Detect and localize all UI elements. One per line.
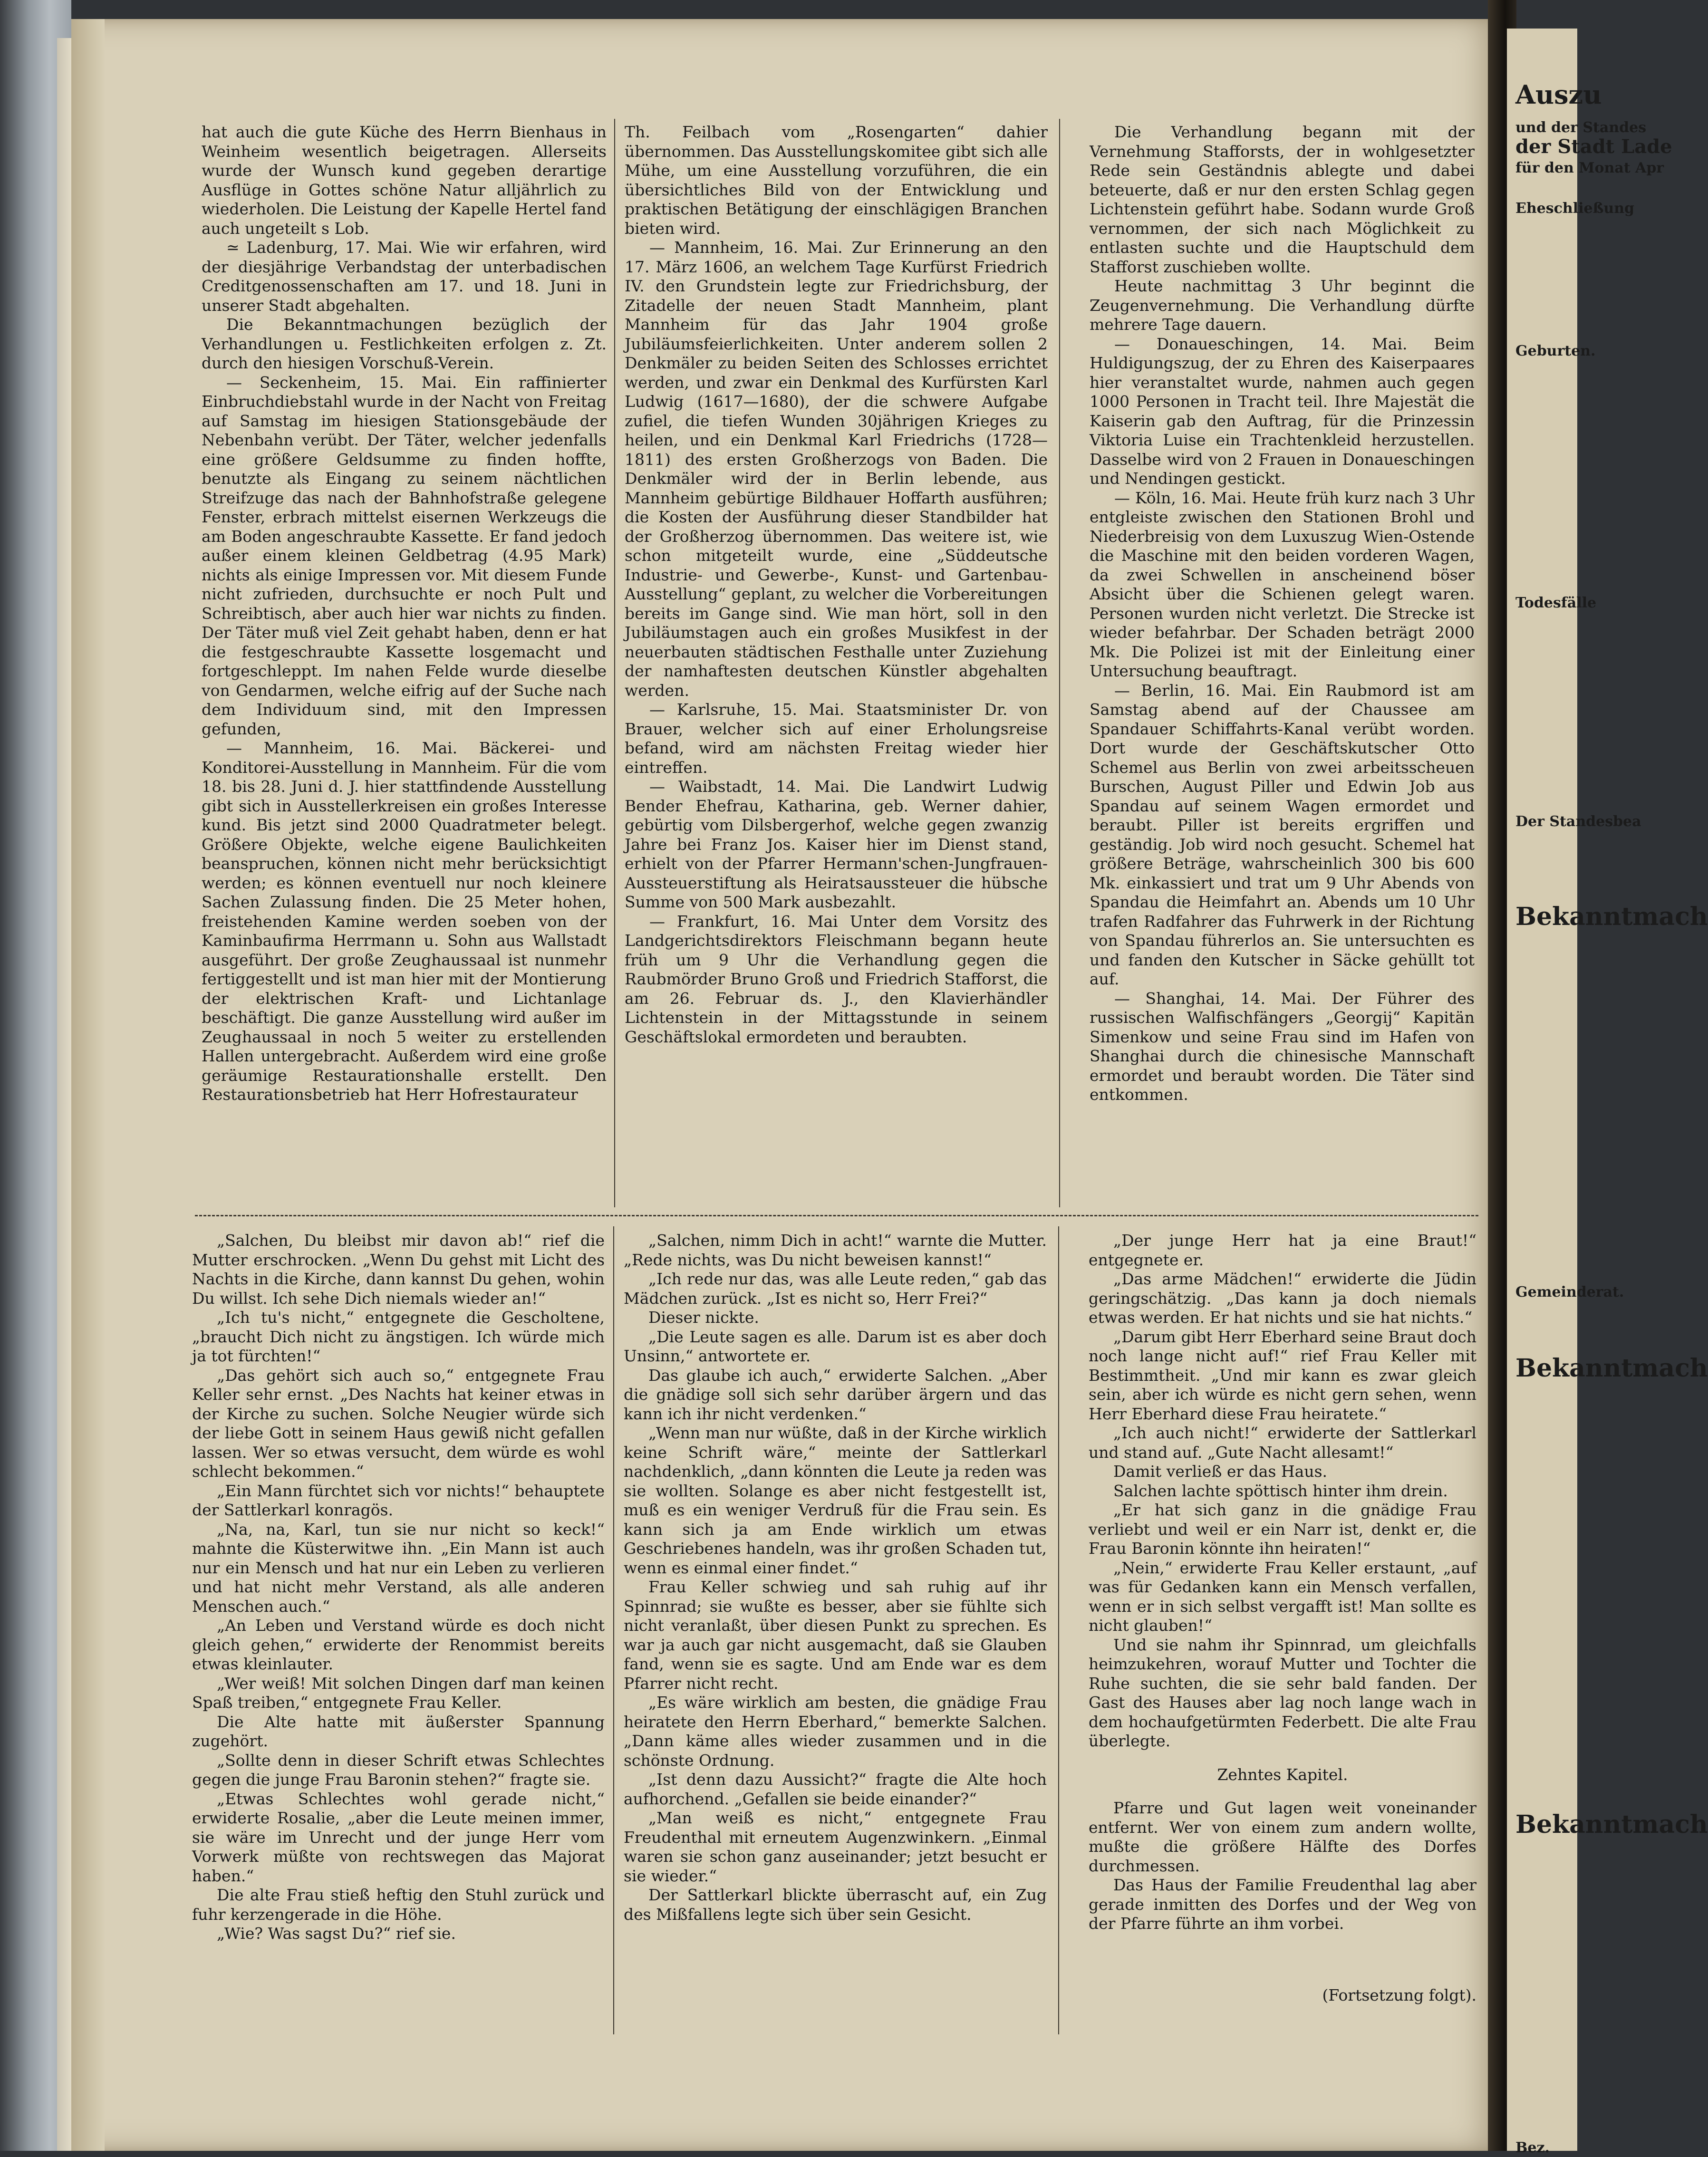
paragraph: — Shanghai, 14. Mai. Der Führer des russischen Walfischfängers „Georgij“ Kapitän Simenkow und seine Frau sind im Hafen von Shanghai durch die chinesische Mannschaft ermordet und beraubt worden. Die Täter sind entkommen. xyxy=(1090,989,1475,1104)
column-3 xyxy=(1090,123,1475,1105)
paragraph: „Na, na, Karl, tun sie nur nicht so keck!“ mahnte die Küsterwitwe ihn. „Ein Mann ist auch nur ein Mensch und hat nur ein Leben zu verlieren und hat nicht mehr Verstand, als alle anderen Menschen auch.“ xyxy=(192,1520,605,1616)
paragraph: „Ich tu's nicht,“ entgegnete die Gescholtene, „braucht Dich nicht zu ängstigen. Ich würde mich ja tot fürchten!“ xyxy=(192,1308,605,1365)
adjacent-line: Gemeinderat. xyxy=(1515,1284,1624,1300)
paragraph: hat auch die gute Küche des Herrn Bienhaus in Weinheim wesentlich beigetragen. Allerseits wurde der Wunsch kund gegeben derartige Ausflüge in Gottes schöne Natur alljährlich zu wiederholen. Die Leistung der Kapelle Hertel fand auch ungeteilt s Lob. xyxy=(202,123,607,238)
paragraph: — Köln, 16. Mai. Heute früh kurz nach 3 Uhr entgleiste zwischen den Stationen Brohl und Niederbreisig von dem Luxuszug Wien-Ostende die Maschine mit den beiden vorderen Wagen, da zwei Schwellen in anscheinend böser Absicht über die Schienen gelegt waren. Personen wurden nicht verletzt. Die Strecke ist wieder befahrbar. Der Schaden beträgt 2000 Mk. Die Polizei ist mit der Einleitung einer Untersuchung beauftragt. xyxy=(1090,488,1475,680)
paragraph: „An Leben und Verstand würde es doch nicht gleich gehen,“ erwiderte der Renommist bereits etwas kleinlauter. xyxy=(192,1616,605,1673)
paragraph: Th. Feilbach vom „Rosengarten“ dahier übernommen. Das Ausstellungskomitee gibt sich alle Mühe, um eine Ausstellung vorzuführen, die ein übersichtliches Bild von der Entwicklung und praktischen Betätigung der einschlägigen Branchen bieten wird. xyxy=(625,123,1048,238)
paragraph: Das Haus der Familie Freudenthal lag aber gerade inmitten des Dorfes und der Weg von der Pfarre führte an ihm vorbei. xyxy=(1089,1876,1476,1933)
paragraph: „Etwas Schlechtes wohl gerade nicht,“ erwiderte Rosalie, „aber die Leute meinen immer, sie wäre im Unrecht und der junge Herr vom Vorwerk müßte von rechtswegen das Majorat haben.“ xyxy=(192,1789,605,1885)
paragraph: Salchen lachte spöttisch hinter ihm drein. xyxy=(1113,1481,1448,1500)
paragraph: „Wer weiß! Mit solchen Dingen darf man keinen Spaß treiben,“ entgegnete Frau Keller. xyxy=(192,1674,605,1712)
adjacent-heading: Bekanntmach xyxy=(1515,902,1708,931)
paragraph: „Die Leute sagen es alle. Darum ist es aber doch Unsinn,“ antwortete er. xyxy=(624,1327,1047,1365)
paragraph: Die Bekanntmachungen bezüglich der Verhandlungen u. Festlichkeiten erfolgen z. Zt. durch den hiesigen Vorschuß-Verein. xyxy=(202,315,607,372)
paragraph: Die Verhandlung begann mit der Vernehmung Stafforsts, der in wohlgesetzter Rede sein Geständnis ablegte und dabei beteuerte, daß er nur den ersten Schlag gegen Lichtenstein geführt habe. Sodann wurde Groß vernommen, der sich nach Möglichkeit zu entlasten suchte und die Hauptschuld dem Stafforst zuschieben wollte. xyxy=(1090,123,1475,276)
paragraph: Die Alte hatte mit äußerster Spannung zugehört. xyxy=(192,1712,605,1750)
paragraph: — Seckenheim, 15. Mai. Ein raffinierter Einbruchdiebstahl wurde in der Nacht von Freitag auf Samstag im hiesigen Stationsgebäude der Nebenbahn verübt. Der Täter, welcher jedenfalls eine größere Geldsumme zu finden hoffte, benutzte als Eingang zu seinem nächtlichen Streifzuge das nach der Bahnhofstraße gelegene Fenster, erbrach mittelst eisernen Werkzeugs die am Boden angeschraubte Kassette. Er fand jedoch außer einem kleinen Geldbetrag (4.95 Mark) nichts als einige Impressen vor. Mit diesem Funde nicht zufrieden, durchsuchte er noch Pult und Schreibtisch, aber auch hier war nichts zu finden. Der Täter muß viel Zeit gehabt haben, denn er hat die festgeschraubte Kassette losgemacht und fortgeschleppt. Im nahen Felde wurde dieselbe von Gendarmen, welche eifrig auf der Suche nach dem Individuum sind, mit den Impressen gefunden, xyxy=(202,373,607,738)
paragraph: Das glaube ich auch,“ erwiderte Salchen. „Aber die gnädige soll sich sehr darüber ärgern und das kann ich ihr nicht verdenken.“ xyxy=(624,1366,1047,1423)
paragraph: „Ist denn dazu Aussicht?“ fragte die Alte hoch aufhorchend. „Gefallen sie beide einander?“ xyxy=(624,1770,1047,1808)
feuilleton-column-2 xyxy=(624,1231,1047,1924)
paragraph: „Wenn man nur wüßte, daß in der Kirche wirklich keine Schrift wäre,“ meinte der Sattlerkarl nachdenklich, „dann könnten die Leute ja reden was sie wollten. Solange es aber nicht festgestellt ist, muß es ein weniger Verdruß für die Frau sein. Es kann sich ja am Ende wirklich um etwas Geschriebenes handeln, was ihr großen Schaden tut, wenn es einmal einer findet.“ xyxy=(624,1424,1047,1577)
paragraph: — Karlsruhe, 15. Mai. Staatsminister Dr. von Brauer, welcher sich auf einer Erholungsreise befand, wird am nächsten Freitag wieder hier eintreffen. xyxy=(625,700,1048,777)
paragraph: Die alte Frau stieß heftig den Stuhl zurück und fuhr kerzengerade in die Höhe. xyxy=(192,1886,605,1924)
column-rule xyxy=(1058,1226,1059,2034)
paragraph: „Ich rede nur das, was alle Leute reden,“ gab das Mädchen zurück. „Ist es nicht so, Herr Frei?“ xyxy=(624,1270,1047,1308)
adjacent-line: der Stadt Lade xyxy=(1515,135,1672,158)
adjacent-line: Geburten. xyxy=(1515,343,1596,359)
paragraph: „Das arme Mädchen!“ erwiderte die Jüdin geringschätzig. „Das kann ja doch niemals etwas werden. Er hat nichts und sie hat nichts.“ xyxy=(1089,1270,1476,1327)
column-rule xyxy=(614,119,615,1207)
adjacent-line: Bez. xyxy=(1515,2139,1550,2156)
paragraph: — Donaueschingen, 14. Mai. Beim Huldigungszug, der zu Ehren des Kaiserpaares hier veranstaltet wurde, nahmen auch gegen 1000 Personen in Tracht teil. Ihre Majestät die Kaiserin gab den Auftrag, für die Prinzessin Viktoria Luise ein Trachtenkleid herzustellen. Dasselbe wird von 2 Frauen in Donaueschingen und Nendingen gestickt. xyxy=(1090,334,1475,488)
column-rule xyxy=(1059,119,1060,1207)
feuilleton-column-3 xyxy=(1089,1231,1476,2005)
paragraph: „Salchen, nimm Dich in acht!“ warnte die Mutter. „Rede nichts, was Du nicht beweisen kannst!“ xyxy=(624,1231,1047,1269)
paragraph: „Er hat sich ganz in die gnädige Frau verliebt und weil er ein Narr ist, denkt er, die Frau Baronin könnte ihn heiraten!“ xyxy=(1089,1501,1476,1558)
adjacent-line: Todesfälle xyxy=(1515,595,1597,611)
paragraph: „Ein Mann fürchtet sich vor nichts!“ behauptete der Sattlerkarl konragös. xyxy=(192,1481,605,1519)
paragraph: — Mannheim, 16. Mai. Bäckerei- und Konditorei-Ausstellung in Mannheim. Für die vom 18. bis 28. Juni d. J. hier stattfindende Ausstellung gibt sich in Ausstellerkreisen ein großes Interesse kund. Bis jetzt sind 2000 Quadratmeter belegt. Größere Objekte, welche eigene Baulichkeiten beanspruchen, können nicht mehr berücksichtigt werden; es können eventuell nur noch kleinere Sachen Zulassung finden. Die 25 Meter hohen, freistehenden Kamine werden soeben von der Kaminbaufirma Herrmann u. Sohn aus Wallstadt ausgeführt. Der große Zeughaussaal ist nunmehr fertiggestellt und ist man hier mit der Montierung der elektrischen Kraft- und Lichtanlage beschäftigt. Die ganze Ausstellung wird außer im Zeughaussaal in noch 5 weiter zu erstellenden Hallen untergebracht. Außerdem wird eine große geräumige Restaurationshalle erstellt. Den Restaurationsbetrieb hat Herr Hofrestaurateur xyxy=(202,739,607,1104)
paragraph: Heute nachmittag 3 Uhr beginnt die Zeugenvernehmung. Die Verhandlung dürfte mehrere Tage dauern. xyxy=(1090,277,1475,334)
column-1 xyxy=(202,123,607,1105)
adjacent-line: für den Monat Apr xyxy=(1515,160,1664,176)
continuation-note: (Fortsetzung folgt). xyxy=(1322,1985,1476,2004)
paragraph: Der Sattlerkarl blickte überrascht auf, ein Zug des Mißfallens legte sich über sein Gesicht. xyxy=(624,1886,1047,1924)
feuilleton-divider xyxy=(195,1215,1478,1216)
paragraph: Pfarre und Gut lagen weit voneinander entfernt. Wer von einem zum andern wollte, mußte die größere Hälfte des Dorfes durchmessen. xyxy=(1089,1799,1476,1875)
paragraph: „Nein,“ erwiderte Frau Keller erstaunt, „auf was für Gedanken kann ein Mensch verfallen, wenn er in sich selbst vergafft ist! Man sollte es nicht glauben!“ xyxy=(1089,1558,1476,1635)
feuilleton-column-1 xyxy=(192,1231,605,1944)
column-2 xyxy=(625,123,1048,1047)
chapter-heading: Zehntes Kapitel. xyxy=(1217,1765,1348,1784)
adjacent-line: Der Standesbea xyxy=(1515,813,1641,830)
paragraph: ≃ Ladenburg, 17. Mai. Wie wir erfahren, wird der diesjährige Verbandstag der unterbadischen Creditgenossenschaften am 17. und 18. Juni in unserer Stadt abgehalten. xyxy=(202,238,607,315)
paragraph: — Waibstadt, 14. Mai. Die Landwirt Ludwig Bender Ehefrau, Katharina, geb. Werner dahier, gebürtig vom Dilsbergerhof, welche gegen zwanzig Jahre bei Franz Jos. Kaiser hier im Dienst stand, erhielt von der Pfarrer Hermann'schen-Jungfrauen-Aussteuerstiftung als Heiratsaussteuer die hübsche Summe von 500 Mark ausbezahlt. xyxy=(625,777,1048,911)
paragraph: „Darum gibt Herr Eberhard seine Braut doch noch lange nicht auf!“ rief Frau Keller mit Bestimmtheit. „Und mir kann es zwar gleich sein, aber ich würde es nicht gern sehen, wenn Herr Eberhard diese Frau heiratete.“ xyxy=(1089,1327,1476,1423)
adjacent-line: Eheschließung xyxy=(1515,200,1635,217)
paragraph: — Frankfurt, 16. Mai Unter dem Vorsitz des Landgerichtsdirektors Fleischmann begann heute früh um 9 Uhr die Verhandlung gegen die Raubmörder Bruno Groß und Friedrich Stafforst, die am 26. Februar ds. J., den Klavierhändler Lichtenstein in der Mittagsstunde in seinem Geschäftslokal ermordeten und beraubten. xyxy=(625,912,1048,1046)
paragraph: „Sollte denn in dieser Schrift etwas Schlechtes gegen die junge Frau Baronin stehen?“ fragte sie. xyxy=(192,1751,605,1789)
paragraph: „Das gehört sich auch so,“ entgegnete Frau Keller sehr ernst. „Des Nachts hat keiner etwas in der Kirche zu suchen. Solche Neugier würde sich der liebe Gott in seinem Haus gewiß nicht gefallen lassen. Wer so etwas versucht, dem würde es wohl schlecht bekommen.“ xyxy=(192,1366,605,1481)
paragraph: Damit verließ er das Haus. xyxy=(1113,1462,1327,1481)
paragraph: „Wie? Was sagst Du?“ rief sie. xyxy=(217,1924,456,1943)
adjacent-page-fragment xyxy=(1507,29,1708,2156)
paragraph: — Mannheim, 16. Mai. Zur Erinnerung an den 17. März 1606, an welchem Tage Kurfürst Friedrich IV. den Grundstein legte zur Friedrichsburg, der Zitadelle der neuen Stadt Mannheim, plant Mannheim für das Jahr 1904 große Jubiläumsfeierlichkeiten. Unter anderem sollen 2 Denkmäler zu beiden Seiten des Schlosses errichtet werden, und zwar ein Denkmal des Kurfürsten Karl Ludwig (1617—1680), der die schwere Aufgabe zufiel, die tiefen Wunden 30jährigen Krieges zu heilen, und ein Denkmal Karl Friedrichs (1728—1811) des ersten Großherzogs von Baden. Die Denkmäler wird der in Berlin lebende, aus Mannheim gebürtige Bildhauer Hoffarth ausführen; die Kosten der Ausführung dieser Standbilder hat der Großherzog übernommen. Das weitere ist, wie schon mitgeteilt wurde, eine „Süddeutsche Industrie- und Gewerbe-, Kunst- und Gartenbau-Ausstellung“ geplant, zu welcher die Vorbereitungen bereits im Gange sind. Wie man hört, soll in den Jubiläumstagen auch ein großes Musikfest in der neuerbauten städtischen Festhalle unter Zuziehung der namhaftesten deutschen Künstler abgehalten werden. xyxy=(625,238,1048,700)
adjacent-line: und der Standes xyxy=(1515,119,1647,136)
paragraph: Dieser nickte. xyxy=(648,1308,759,1327)
paragraph: — Berlin, 16. Mai. Ein Raubmord ist am Samstag abend auf der Chaussee am Spandauer Schiffahrts-Kanal verübt worden. Dort wurde der Geschäftskutscher Otto Schemel aus Berlin von zwei arbeitsscheuen Burschen, August Piller und Edwin Job aus Spandau auf seinem Wagen ermordet und beraubt. Piller ist bereits ergriffen und geständig. Job wird noch gesucht. Schemel hat größere Beträge, wahrscheinlich 300 bis 600 Mk. einkassiert und trat um 9 Uhr Abends von Spandau die Heimfahrt an. Abends um 10 Uhr trafen Radfahrer das Fuhrwerk in der Richtung von Spandau führerlos an. Sie untersuchten es und fanden den Kutscher in Säcke gehüllt tot auf. xyxy=(1090,681,1475,988)
adjacent-heading: Auszu xyxy=(1515,79,1602,110)
paragraph: „Man weiß es nicht,“ entgegnete Frau Freudenthal mit erneutem Augenzwinkern. „Einmal waren sie schon ganz auseinander; jetzt besucht er sie wieder.“ xyxy=(624,1809,1047,1885)
adjacent-heading: Bekanntmach xyxy=(1515,1354,1708,1383)
paragraph: „Salchen, Du bleibst mir davon ab!“ rief die Mutter erschrocken. „Wenn Du gehst mit Licht des Nachts in die Kirche, dann kannst Du gehen, wohin Du willst. Ich sehe Dich niemals wieder an!“ xyxy=(192,1231,605,1308)
paragraph: Und sie nahm ihr Spinnrad, um gleichfalls heimzukehren, worauf Mutter und Tochter die Ruhe suchten, die sie sehr bald fanden. Der Gast des Hauses aber lag noch lange wach in dem hochaufgetürmten Federbett. Die alte Frau überlegte. xyxy=(1089,1635,1476,1750)
paragraph: Frau Keller schwieg und sah ruhig auf ihr Spinnrad; sie wußte es besser, aber sie fühlte sich nicht veranlaßt, über diesen Punkt zu sprechen. Es war ja auch gar nicht ausgemacht, daß sie Glauben fand, wenn sie es sagte. Und am Ende war es dem Pfarrer nicht recht. xyxy=(624,1578,1047,1693)
page-stack-edge xyxy=(71,19,105,2151)
paragraph: „Es wäre wirklich am besten, die gnädige Frau heiratete den Herrn Eberhard,“ bemerkte Salchen. „Dann käme alles wieder zusammen und in die schönste Ordnung. xyxy=(624,1693,1047,1770)
paragraph: „Der junge Herr hat ja eine Braut!“ entgegnete er. xyxy=(1089,1231,1476,1269)
paragraph: „Ich auch nicht!“ erwiderte der Sattlerkarl und stand auf. „Gute Nacht allesamt!“ xyxy=(1089,1424,1476,1462)
column-rule xyxy=(613,1226,614,2034)
adjacent-heading: Bekanntmach xyxy=(1515,1810,1708,1839)
